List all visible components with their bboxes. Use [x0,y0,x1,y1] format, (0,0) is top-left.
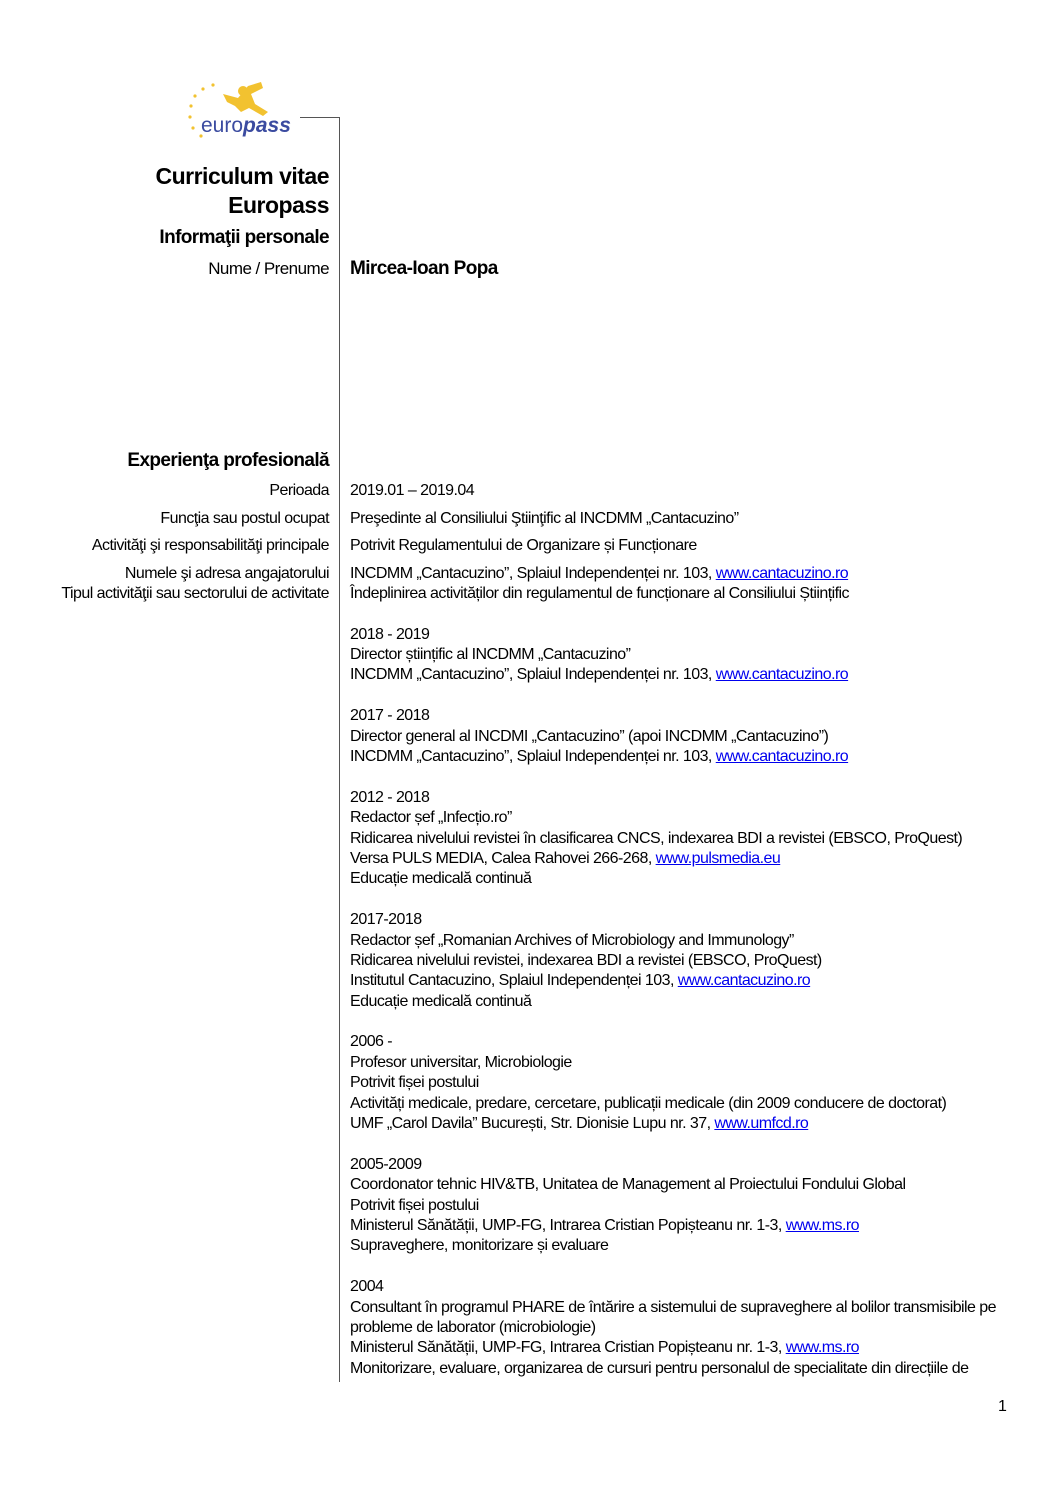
entry-text: 2012 - 2018 [350,788,430,806]
entry-line [350,992,996,1012]
title-line: Europass [228,192,329,218]
entry-text: Preşedinte al Consiliului Ştiinţific al INCDMM „Cantacuzino” [350,509,739,527]
entry-text: 2017-2018 [350,911,422,929]
entry-line [350,509,996,537]
entry-text: 2018 - 2019 [350,625,430,643]
experience-entry [350,1155,996,1257]
entry-text: Monitorizare, evaluare, organizarea de cursuri pentru personalul de specialitate din direcțiile de [350,1359,969,1377]
entry-text: Consultant în programul PHARE de întărire a sistemului de supraveghere al bolilor transmisibile pe [350,1298,996,1316]
entry-text: Redactor șef „Infecțio.ro” [350,809,512,827]
label-period: Perioada [269,482,329,499]
entry-line [350,849,996,869]
entry-line [350,1114,996,1134]
website-link[interactable]: www.cantacuzino.ro [715,666,849,684]
section-personal-info: Informaţii personale [159,227,329,248]
entry-text: Redactor șef „Romanian Archives of Microbiology and Immunology” [350,931,794,949]
entry-line [350,1094,996,1114]
experience-labels [61,481,329,604]
entry-line [350,788,996,808]
entry-line [350,747,996,767]
entry-line [350,536,996,564]
entry-text: Coordonator tehnic HIV&TB, Unitatea de Management al Proiectului Fondului Global [350,1176,906,1194]
entry-line [350,951,996,971]
entry-text: Îndeplinirea activităților din regulamentul de funcționare al Consiliului Științific [350,584,849,602]
entry-line [350,584,996,604]
entry-text: Institutul Cantacuzino, Splaiul Independenței 103, [350,972,678,990]
entry-text: Potrivit fișei postului [350,1074,479,1092]
experience-entry [350,1277,996,1379]
experience-content [350,481,996,1379]
entry-text: INCDMM „Cantacuzino”, Splaiul Independenței nr. 103, [350,666,716,684]
entry-text: probleme de laborator (microbiologie) [350,1318,596,1336]
entry-line [350,1053,996,1073]
entry-text: Educație medicală continuă [350,870,532,888]
entry-text: 2019.01 – 2019.04 [350,482,475,499]
website-link[interactable]: www.ms.ro [785,1217,859,1234]
entry-line [350,1236,996,1256]
entry-text: Ridicarea nivelului revistei în clasificarea CNCS, indexarea BDI a revistei (EBSCO, ProQuest) [350,829,963,847]
website-link[interactable]: www.ms.ro [785,1339,859,1357]
entry-text: Versa PULS MEDIA, Calea Rahovei 266-268, [350,849,656,867]
cv-title [156,162,330,220]
column-divider [339,117,340,1382]
entry-text: 2004 [350,1278,384,1296]
svg-text:europass: europass [201,114,291,137]
entry-line [350,665,996,685]
entry-text: Supraveghere, monitorizare și evaluare [350,1237,609,1255]
website-link[interactable]: www.cantacuzino.ro [677,972,811,990]
entry-text: Profesor universitar, Microbiologie [350,1053,572,1071]
entry-text: INCDMM „Cantacuzino”, Splaiul Independenței nr. 103, [350,564,716,582]
experience-entry [350,481,996,604]
website-link[interactable]: www.pulsmedia.eu [655,849,781,867]
entry-text: 2017 - 2018 [350,707,430,725]
entry-line [350,1155,996,1175]
entry-line [350,1359,996,1379]
entry-text: Ministerul Sănătății, UMP-FG, Intrarea Cristian Popișteanu nr. 1-3, [350,1217,786,1234]
experience-entry [350,1032,996,1134]
entry-text: Director științific al INCDMM „Cantacuzino” [350,646,631,664]
label-employer: Numele şi adresa angajatorului [124,564,329,582]
entry-line [350,1338,996,1358]
entry-line [350,910,996,930]
divider-horizontal [300,117,340,118]
entry-line [350,1318,996,1338]
name-value: Mircea-Ioan Popa [350,258,498,279]
website-link[interactable]: www.umfcd.ro [714,1115,809,1133]
entry-text: Educație medicală continuă [350,992,532,1010]
experience-entry [350,788,996,890]
entry-line [350,829,996,849]
entry-text: 2006 - [350,1033,393,1051]
label-sector: Tipul activităţii sau sectorului de activitate [61,584,329,602]
entry-line [350,645,996,665]
entry-line [350,481,996,509]
experience-entry [350,910,996,1012]
entry-line [350,971,996,991]
experience-entry [350,625,996,686]
label-position: Funcţia sau postul ocupat [160,509,329,527]
website-link[interactable]: www.cantacuzino.ro [715,748,849,766]
entry-line [350,1073,996,1093]
europass-logo [183,76,305,142]
entry-line [350,625,996,645]
entry-line [350,727,996,747]
entry-line [350,1175,996,1195]
section-experience: Experienţa profesională [127,450,329,471]
title-line: Curriculum vitae [155,163,329,189]
entry-line [350,869,996,889]
entry-line [350,1277,996,1297]
experience-entry [350,706,996,767]
name-label: Nume / Prenume [208,259,329,278]
page-number: 1 [998,1398,1007,1415]
label-activities: Activităţi şi responsabilităţi principale [91,537,329,554]
entry-text: Activități medicale, predare, cercetare, publicații medicale (din 2009 conducere de doctorat) [350,1094,947,1112]
entry-line [350,1298,996,1318]
entry-text: Potrivit Regulamentului de Organizare și Funcționare [350,537,697,554]
entry-line [350,1032,996,1052]
entry-line [350,1216,996,1236]
entry-text: Ridicarea nivelului revistei, indexarea BDI a revistei (EBSCO, ProQuest) [350,951,822,969]
entry-line [350,1196,996,1216]
website-link[interactable]: www.cantacuzino.ro [715,564,849,582]
entry-text: INCDMM „Cantacuzino”, Splaiul Independenței nr. 103, [350,748,716,766]
entry-text: UMF „Carol Davila” București, Str. Dionisie Lupu nr. 37, [350,1115,715,1133]
entry-line [350,808,996,828]
entry-text: Potrivit fișei postului [350,1196,479,1214]
entry-line [350,931,996,951]
entry-text: Ministerul Sănătății, UMP-FG, Intrarea Cristian Popișteanu nr. 1-3, [350,1339,786,1357]
entry-line [350,564,996,584]
entry-text: 2005-2009 [350,1155,422,1173]
entry-line [350,706,996,726]
entry-text: Director general al INCDMI „Cantacuzino” (apoi INCDMM „Cantacuzino”) [350,727,829,745]
